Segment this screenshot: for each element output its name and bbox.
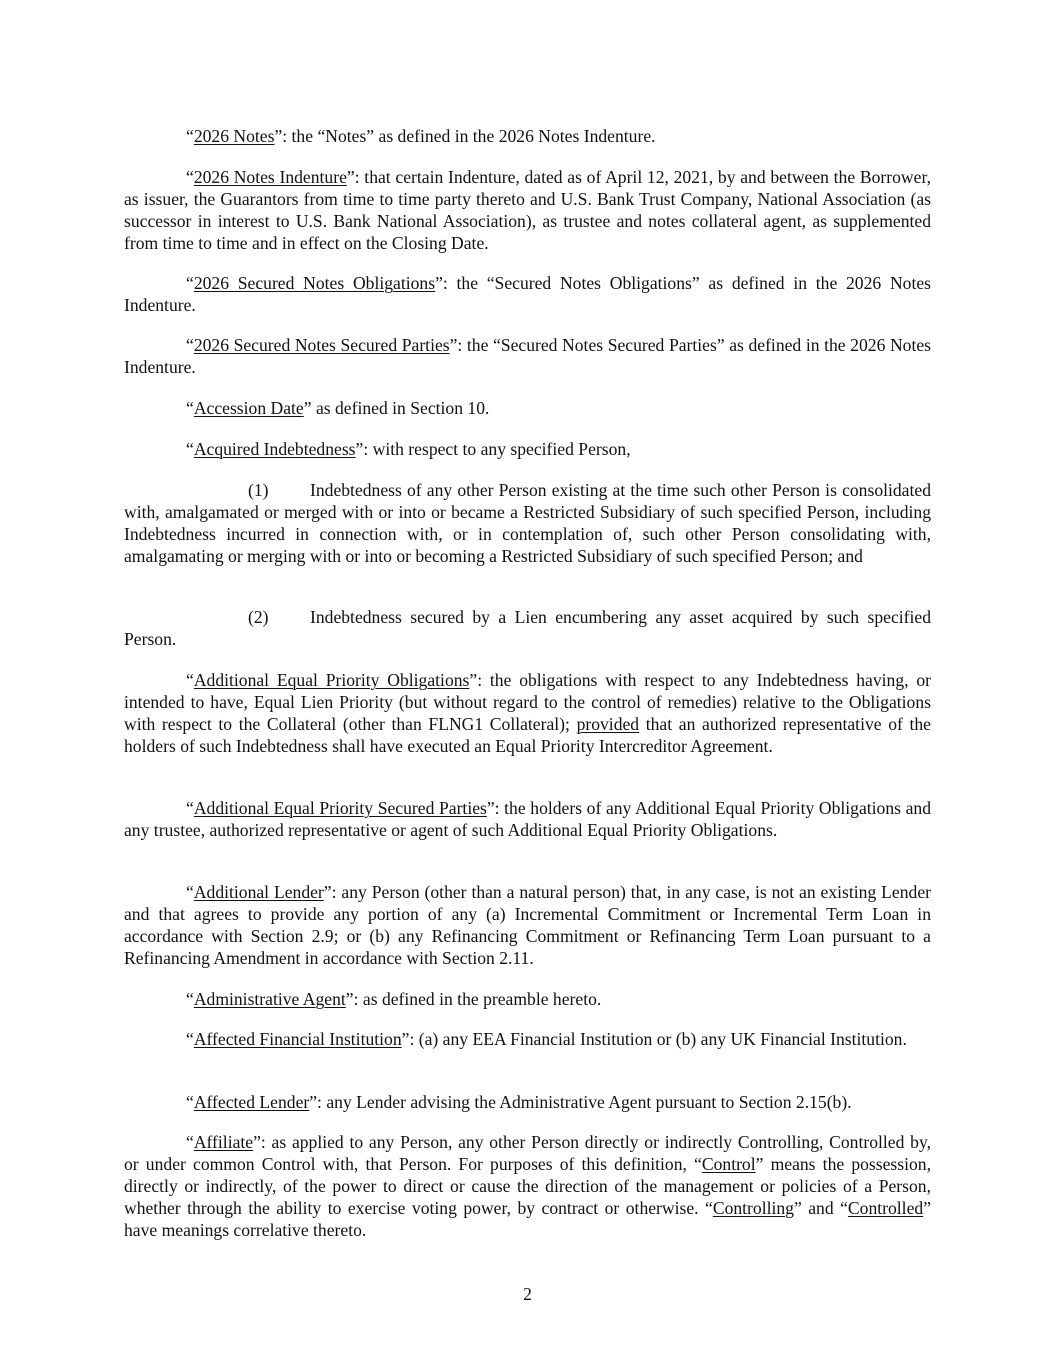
- page-number: 2: [523, 1284, 532, 1304]
- defined-term: 2026 Secured Notes Secured Parties: [193, 335, 450, 355]
- definition-additional-equal-priority-obligations: “Additional Equal Priority Obligations”: the obligations with respect to any Indebtedness having, or intended to have, Equal Lien Priority (but without regard to the control of remedies) relative to the Obligations with respect to the Collateral (other than FLNG1 Collateral); provided that an authorized representative of the holders of such Indebtedness shall have executed an Equal Priority Intercreditor Agreement.: [124, 670, 931, 756]
- definition-affiliate: “Affiliate”: as applied to any Person, any other Person directly or indirectly Controlling, Controlled by, or under common Control with, that Person. For purposes of this definition, “Control” means the possession, directly or indirectly, of the power to direct or cause the direction of the management or policies of a Person, whether through the ability to exercise voting power, by contract or otherwise. “Controlling” and “Controlled” have meanings correlative thereto.: [124, 1132, 931, 1240]
- definition-accession-date: “Accession Date” as defined in Section 10.: [186, 398, 490, 418]
- definition-administrative-agent: “Administrative Agent”: as defined in the preamble hereto.: [186, 989, 602, 1009]
- subclause-number: (2): [248, 607, 269, 627]
- definition-2026-notes-indenture: “2026 Notes Indenture”: that certain Indenture, dated as of April 12, 2021, by and between the Borrower, as issuer, the Guarantors from time to time party thereto and U.S. Bank Trust Company, National Association (as successor in interest to U.S. Bank National Association), as trustee and notes collateral agent, as supplemented from time to time and in effect on the Closing Date.: [124, 167, 931, 253]
- definition-additional-equal-priority-secured-parties: “Additional Equal Priority Secured Parties”: the holders of any Additional Equal Priority Obligations and any trustee, authorized representative or agent of such Additional Equal Priority Obligations.: [124, 798, 931, 840]
- subclause-1: (1) Indebtedness of any other Person existing at the time such other Person is consolidated with, amalgamated or merged with or into or became a Restricted Subsidiary of such specified Person, including Indebtedness incurred in connection with, or in contemplation of, such other Person consolidating with, amalgamating or merging with or into or becoming a Restricted Subsidiary of such specified Person; and: [124, 480, 931, 566]
- definition-acquired-indebtedness: “Acquired Indebtedness”: with respect to any specified Person,: [186, 439, 631, 459]
- defined-term: Accession Date: [193, 398, 304, 418]
- subclause-2: (2) Indebtedness secured by a Lien encumbering any asset acquired by such specified Person.: [124, 607, 931, 649]
- defined-term: Controlling: [712, 1198, 794, 1218]
- defined-term: Affected Financial Institution: [193, 1029, 402, 1049]
- defined-term: Control: [701, 1154, 756, 1174]
- defined-term: 2026 Secured Notes Obligations: [193, 273, 436, 293]
- defined-term: Affected Lender: [193, 1092, 310, 1112]
- defined-term: 2026 Notes: [193, 126, 275, 146]
- defined-term: Administrative Agent: [193, 989, 346, 1009]
- definition-2026-secured-notes-secured-parties: “2026 Secured Notes Secured Parties”: the “Secured Notes Secured Parties” as defined in the 2026 Notes Indenture.: [124, 335, 931, 377]
- definition-affected-financial-institution: “Affected Financial Institution”: (a) any EEA Financial Institution or (b) any UK Financial Institution.: [186, 1029, 907, 1049]
- definition-2026-secured-notes-obligations: “2026 Secured Notes Obligations”: the “Secured Notes Obligations” as defined in the 2026 Notes Indenture.: [124, 273, 931, 315]
- defined-term: Additional Equal Priority Obligations: [193, 670, 470, 690]
- definition-affected-lender: “Affected Lender”: any Lender advising the Administrative Agent pursuant to Section 2.15(b).: [186, 1092, 852, 1112]
- defined-term: Controlled: [847, 1198, 924, 1218]
- defined-term: Additional Equal Priority Secured Parties: [193, 798, 487, 818]
- defined-term: Additional Lender: [193, 882, 324, 902]
- definition-additional-lender: “Additional Lender”: any Person (other than a natural person) that, in any case, is not an existing Lender and that agrees to provide any portion of any (a) Incremental Commitment or Incremental Term Loan in accordance with Section 2.9; or (b) any Refinancing Commitment or Refinancing Term Loan pursuant to a Refinancing Amendment in accordance with Section 2.11.: [124, 882, 931, 968]
- proviso-term: provided: [576, 714, 640, 734]
- defined-term: Acquired Indebtedness: [193, 439, 356, 459]
- defined-term: 2026 Notes Indenture: [193, 167, 347, 187]
- definition-2026-notes: “2026 Notes”: the “Notes” as defined in the 2026 Notes Indenture.: [186, 126, 656, 146]
- subclause-number: (1): [248, 480, 269, 500]
- defined-term: Affiliate: [193, 1132, 254, 1152]
